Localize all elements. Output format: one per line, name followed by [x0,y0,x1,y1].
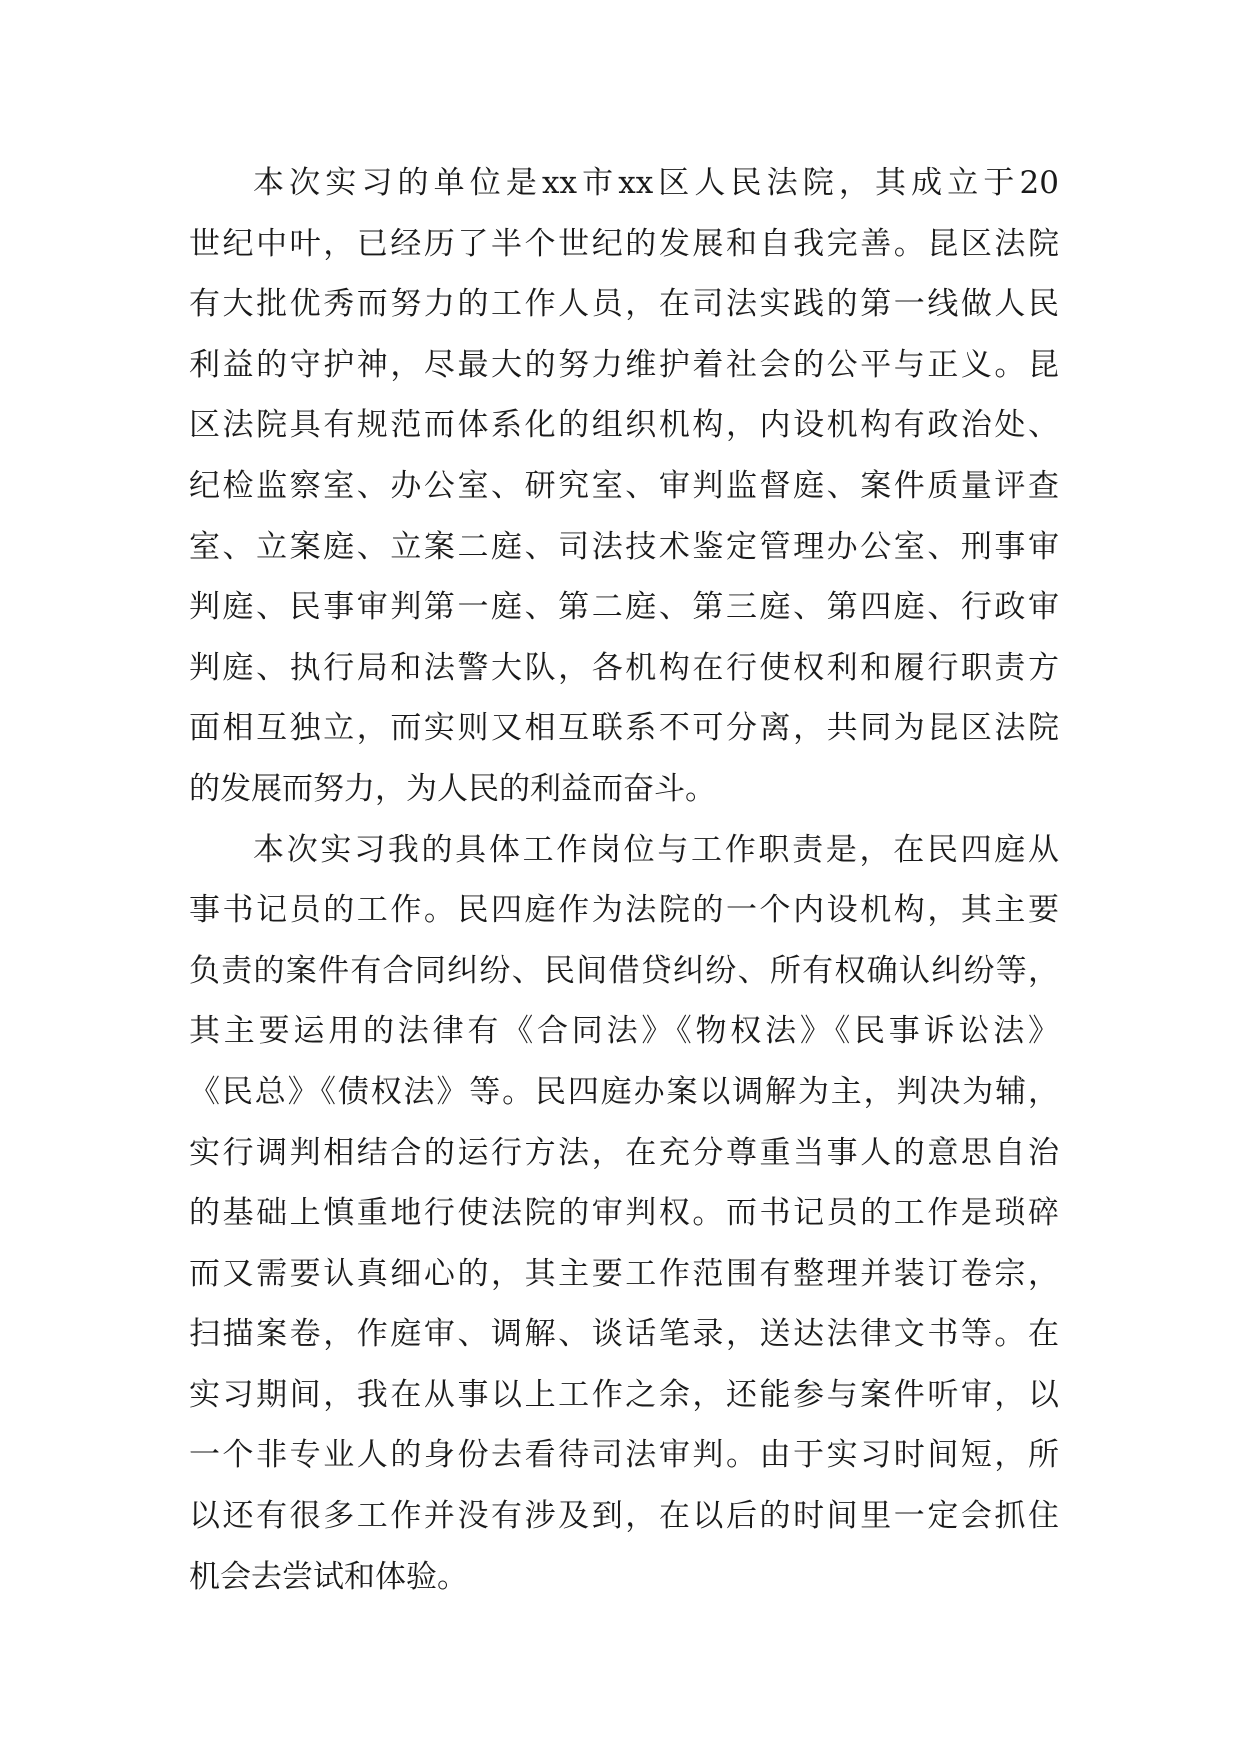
text-line: 的发展而努力，为人民的利益而奋斗。 [189,770,716,807]
text-line: 负责的案件有合同纠纷、民间借贷纠纷、所有权确认纠纷等， [189,952,1059,989]
text-line: 机会去尝试和体验。 [189,1558,468,1595]
text-line: 区法院具有规范而体系化的组织机构，内设机构有政治处、 [189,407,1059,444]
document-body [189,153,1059,1607]
text-line: 判庭、民事审判第一庭、第二庭、第三庭、第四庭、行政审 [189,589,1059,626]
text-line: 判庭、执行局和法警大队，各机构在行使权利和履行职责方 [189,649,1059,686]
text-line: 室、立案庭、立案二庭、司法技术鉴定管理办公室、刑事审 [189,528,1059,565]
paragraph-court-introduction [189,153,1059,820]
text-line: 本次实习的单位是xx市xx区人民法院，其成立于20 [253,165,1059,201]
text-line: 纪检监察室、办公室、研究室、审判监督庭、案件质量评查 [189,467,1059,504]
text-line: 有大批优秀而努力的工作人员，在司法实践的第一线做人民 [189,286,1059,323]
text-line: 世纪中叶，已经历了半个世纪的发展和自我完善。昆区法院 [189,225,1059,262]
text-line: 而又需要认真细心的，其主要工作范围有整理并装订卷宗， [189,1255,1059,1292]
text-line: 以还有很多工作并没有涉及到，在以后的时间里一定会抓住 [189,1498,1059,1535]
paragraph-job-duties [189,820,1059,1608]
text-line: 事书记员的工作。民四庭作为法院的一个内设机构，其主要 [189,892,1059,929]
text-line: 一个非专业人的身份去看待司法审判。由于实习时间短，所 [189,1437,1059,1474]
text-line: 《民总》《债权法》等。民四庭办案以调解为主，判决为辅， [189,1073,1059,1110]
text-line: 扫描案卷，作庭审、调解、谈话笔录，送达法律文书等。在 [189,1316,1059,1353]
text-line: 其主要运用的法律有《合同法》《物权法》《民事诉讼法》 [189,1013,1059,1050]
text-line: 的基础上慎重地行使法院的审判权。而书记员的工作是琐碎 [189,1195,1059,1232]
text-line: 本次实习我的具体工作岗位与工作职责是，在民四庭从 [253,831,1059,868]
text-line: 面相互独立，而实则又相互联系不可分离，共同为昆区法院 [189,710,1059,747]
text-line: 实行调判相结合的运行方法，在充分尊重当事人的意思自治 [189,1134,1059,1171]
text-line: 利益的守护神，尽最大的努力维护着社会的公平与正义。昆 [189,346,1059,383]
text-line: 实习期间，我在从事以上工作之余，还能参与案件听审，以 [189,1376,1059,1413]
